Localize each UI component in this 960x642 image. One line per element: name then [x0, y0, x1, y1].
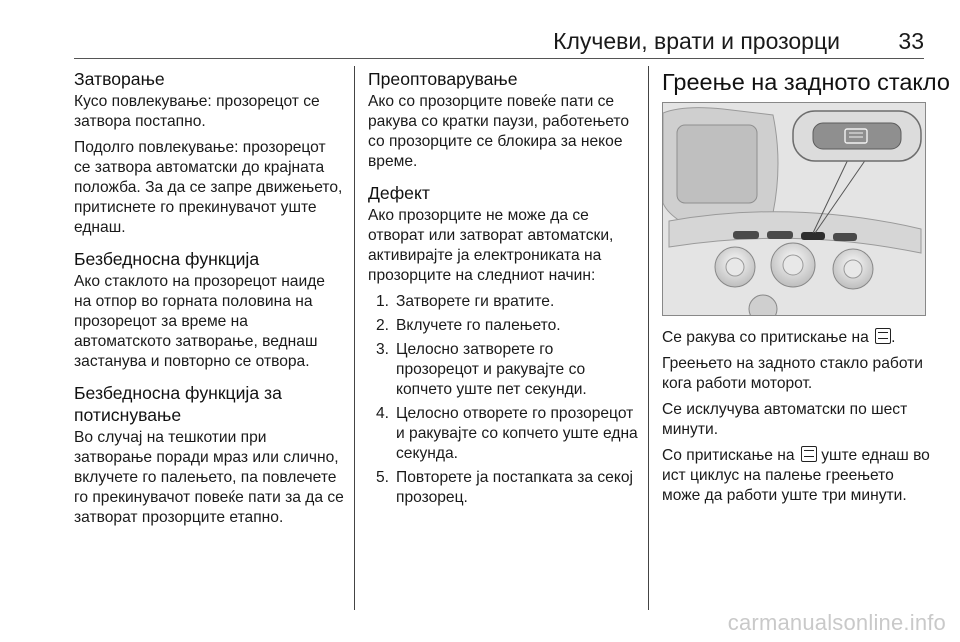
- paragraph: Греењето на задното стакло работи кога работи моторот.: [662, 355, 924, 392]
- step-text: Вклучете го палењето.: [396, 317, 561, 334]
- step-text: Повторете ја постапката за секој прозорец.: [396, 469, 633, 506]
- header-title: Клучеви, врати и прозорци: [553, 28, 840, 54]
- step-text: Затворете ги вратите.: [396, 293, 555, 310]
- paragraph: Ако со прозорците повеќе пати се ракува со кратки паузи, работењето со прозорците се блокира за некое време.: [368, 93, 630, 170]
- text: Со притискање на: [662, 447, 795, 464]
- heading-rear-window-heating: Греење на задното стакло: [662, 69, 950, 95]
- paragraph: Се исклучува автоматски по шест минути.: [662, 401, 908, 438]
- paragraph: Подолго повлекување: прозорецот се затвора автоматски до крајната положба. За да се запре движењето, притиснете го прекинувачот уште еднаш.: [74, 139, 343, 236]
- column-3: [662, 64, 950, 610]
- text: .: [891, 329, 896, 346]
- list-item: [368, 404, 640, 464]
- watermark: carmanualsonline.info: [727, 610, 946, 635]
- heading-malfunction: Дефект: [368, 183, 430, 203]
- list-item: [368, 340, 640, 400]
- column-2: [368, 64, 640, 610]
- paragraph: [662, 446, 930, 506]
- heading-safety-function: Безбедносна функција: [74, 249, 260, 269]
- rear-window-heater-icon: [801, 446, 817, 462]
- paragraph: [662, 328, 930, 348]
- paragraph: Кусо повлекување: прозорецот се затвора постапно.: [74, 93, 320, 130]
- heading-closing: Затворање: [74, 69, 165, 89]
- page-number: 33: [898, 28, 924, 54]
- step-text: Целосно отворете го прозорецот и ракувајте со копчето уште една секунда.: [396, 405, 638, 462]
- list-item: [368, 316, 640, 336]
- step-number: 4.: [376, 405, 390, 422]
- dashboard-illustration: [662, 102, 926, 316]
- paragraph: Ако стаклото на прозорецот наиде на отпор во горната половина на прозорецот за време на автоматското затворање, веднаш застанува и повторно се отвора.: [74, 273, 325, 370]
- column-divider-1: [354, 66, 355, 610]
- column-divider-2: [648, 66, 649, 610]
- column-1: [74, 64, 346, 610]
- text: Се ракува со притискање на: [662, 329, 869, 346]
- page-header: [0, 26, 960, 60]
- heading-safety-override: Безбедносна функција за потиснување: [74, 383, 282, 425]
- dashboard-drawing: [663, 103, 925, 315]
- step-number: 5.: [376, 469, 390, 486]
- step-number: 2.: [376, 317, 390, 334]
- heading-overload: Преоптоварување: [368, 69, 518, 89]
- rear-window-heater-icon: [875, 328, 891, 344]
- step-number: 3.: [376, 341, 390, 358]
- paragraph: Во случај на тешкотии при затворање поради мраз или слично, вклучете го палењето, па повлечете го прекинувачот повеќе пати за да се затворат прозорците етапно.: [74, 429, 344, 526]
- step-text: Целосно затворете го прозорецот и ракувајте со копчето уште пет секунди.: [396, 341, 587, 398]
- list-item: [368, 468, 640, 508]
- header-divider: [74, 58, 924, 59]
- text: уште еднаш во ист циклус на палење греењето може да работи уште три минути.: [662, 447, 930, 504]
- step-number: 1.: [376, 293, 390, 310]
- paragraph: Ако прозорците не може да се отворат или затворат автоматски, активирајте ја електрониката на прозорците на следниот начин:: [368, 207, 614, 284]
- list-item: [368, 292, 640, 312]
- steps-list: [368, 292, 640, 508]
